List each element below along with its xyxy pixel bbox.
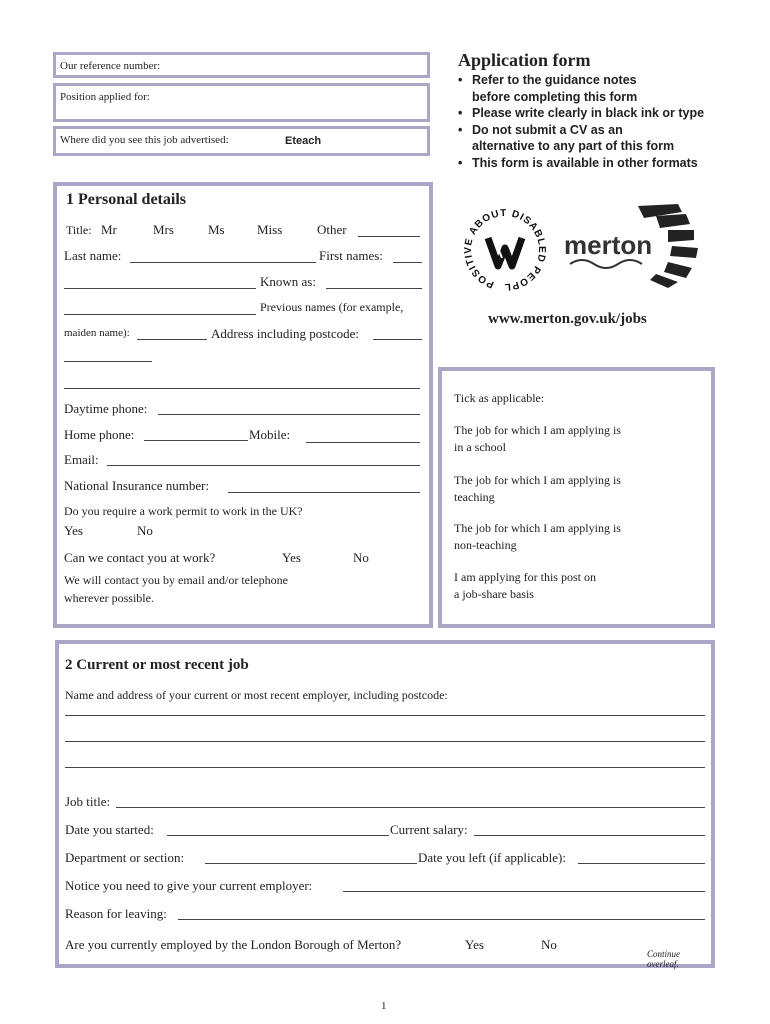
employer-field-2[interactable] bbox=[65, 741, 705, 742]
job-title-label: Job title: bbox=[65, 794, 111, 809]
current-salary-field[interactable] bbox=[474, 835, 705, 836]
bullet-item: • Do not submit a CV as an alternative to any part of this form bbox=[458, 122, 758, 155]
contact-note-line2: wherever possible. bbox=[64, 591, 154, 605]
known-as-field-cont[interactable] bbox=[64, 314, 256, 315]
position-applied-box[interactable] bbox=[53, 83, 430, 122]
page-number: 1 bbox=[381, 1000, 387, 1012]
address-label: Address including postcode: bbox=[211, 326, 360, 341]
disability-badge-icon bbox=[458, 208, 552, 292]
advertised-label: Where did you see this job advertised: bbox=[60, 134, 229, 146]
date-started-label: Date you started: bbox=[65, 822, 154, 837]
title-label: Title: bbox=[66, 223, 92, 237]
ni-number-label: National Insurance number: bbox=[64, 478, 210, 493]
personal-details-heading: 1 Personal details bbox=[66, 191, 186, 208]
tick-jobshare-line2: a job-share basis bbox=[454, 587, 534, 601]
employer-field-1[interactable] bbox=[65, 715, 705, 716]
merton-employed-question: Are you currently employed by the London Borough of Merton? bbox=[65, 937, 402, 952]
first-names-label: First names: bbox=[319, 248, 383, 263]
daytime-phone-label: Daytime phone: bbox=[64, 401, 148, 416]
previous-names-label: Previous names (for example, bbox=[260, 300, 404, 314]
advertised-value: Eteach bbox=[285, 135, 322, 147]
date-left-label: Date you left (if applicable): bbox=[418, 850, 566, 865]
bullet-item: • This form is available in other formats bbox=[458, 155, 758, 172]
tick-teaching-line1[interactable]: The job for which I am applying is bbox=[454, 473, 621, 487]
email-label: Email: bbox=[64, 452, 99, 467]
bullet-item: • Refer to the guidance notes before completing this form bbox=[458, 72, 758, 105]
tick-nonteaching-line2: non-teaching bbox=[454, 538, 517, 552]
title-option-mrs[interactable]: Mrs bbox=[153, 222, 174, 237]
work-permit-yes[interactable]: Yes bbox=[64, 523, 83, 538]
mobile-field[interactable] bbox=[306, 442, 420, 443]
application-form-title: Application form bbox=[458, 50, 591, 70]
guidance-bullets bbox=[458, 72, 758, 171]
svg-text:merton: merton bbox=[564, 230, 653, 260]
current-salary-label: Current salary: bbox=[390, 822, 468, 837]
current-job-section bbox=[55, 640, 715, 968]
contact-note-line1: We will contact you by email and/or telephone bbox=[64, 573, 288, 587]
title-option-mr[interactable]: Mr bbox=[101, 222, 117, 237]
job-title-field[interactable] bbox=[116, 807, 705, 808]
first-names-field-cont[interactable] bbox=[64, 288, 256, 289]
reason-leaving-label: Reason for leaving: bbox=[65, 906, 167, 921]
work-permit-question: Do you require a work permit to work in the UK? bbox=[64, 504, 303, 518]
continue-overleaf-note: Continue overleaf. bbox=[647, 949, 680, 969]
contact-work-question: Can we contact you at work? bbox=[64, 550, 216, 565]
notice-field[interactable] bbox=[343, 891, 705, 892]
tick-jobshare-line1[interactable]: I am applying for this post on bbox=[454, 570, 596, 584]
contact-work-no[interactable]: No bbox=[353, 550, 369, 565]
employer-field-3[interactable] bbox=[65, 767, 705, 768]
bullet-item: • Please write clearly in black ink or type bbox=[458, 105, 758, 122]
first-names-field[interactable] bbox=[393, 262, 422, 263]
svg-text:POSITIVE ABOUT DISABLED PEOPLE: POSITIVE ABOUT DISABLED PEOPL bbox=[463, 208, 548, 292]
address-field-1[interactable] bbox=[373, 339, 422, 340]
department-field[interactable] bbox=[205, 863, 417, 864]
title-option-ms[interactable]: Ms bbox=[208, 222, 225, 237]
other-title-field[interactable] bbox=[358, 236, 420, 237]
tick-intro: Tick as applicable: bbox=[454, 391, 545, 405]
reason-leaving-field[interactable] bbox=[178, 919, 705, 920]
email-field[interactable] bbox=[107, 465, 420, 466]
title-option-other[interactable]: Other bbox=[317, 222, 347, 237]
website-url[interactable]: www.merton.gov.uk/jobs bbox=[488, 311, 647, 327]
address-field-2[interactable] bbox=[64, 361, 152, 362]
tick-teaching-line2: teaching bbox=[454, 490, 495, 504]
notice-label: Notice you need to give your current employer: bbox=[65, 878, 313, 893]
mobile-label: Mobile: bbox=[249, 427, 291, 442]
position-applied-label: Position applied for: bbox=[60, 91, 150, 103]
date-left-field[interactable] bbox=[578, 863, 705, 864]
maiden-name-label: maiden name): bbox=[64, 327, 130, 339]
reference-number-label: Our reference number: bbox=[60, 60, 161, 72]
known-as-label: Known as: bbox=[260, 274, 316, 289]
date-started-field[interactable] bbox=[167, 835, 389, 836]
department-label: Department or section: bbox=[65, 850, 185, 865]
contact-work-yes[interactable]: Yes bbox=[282, 550, 301, 565]
daytime-phone-field[interactable] bbox=[158, 414, 420, 415]
tick-nonteaching-line1[interactable]: The job for which I am applying is bbox=[454, 521, 621, 535]
known-as-field[interactable] bbox=[326, 288, 422, 289]
work-permit-no[interactable]: No bbox=[137, 523, 153, 538]
last-name-field[interactable] bbox=[130, 262, 316, 263]
reference-number-box bbox=[53, 52, 430, 78]
last-name-label: Last name: bbox=[64, 248, 122, 263]
title-option-miss[interactable]: Miss bbox=[257, 222, 283, 237]
ni-number-field[interactable] bbox=[228, 492, 420, 493]
previous-names-field[interactable] bbox=[137, 339, 207, 340]
advertised-box[interactable] bbox=[53, 126, 430, 156]
merton-employed-yes[interactable]: Yes bbox=[465, 937, 484, 952]
employer-label: Name and address of your current or most recent employer, including postcode: bbox=[65, 688, 448, 702]
merton-employed-no[interactable]: No bbox=[541, 937, 557, 952]
home-phone-field[interactable] bbox=[144, 440, 248, 441]
tick-applicable-section bbox=[438, 367, 715, 628]
current-job-heading: 2 Current or most recent job bbox=[65, 657, 249, 673]
tick-school-line2: in a school bbox=[454, 440, 506, 454]
address-field-3[interactable] bbox=[64, 388, 420, 389]
tick-school-line1[interactable]: The job for which I am applying is bbox=[454, 423, 621, 437]
home-phone-label: Home phone: bbox=[64, 427, 135, 442]
merton-logo bbox=[560, 200, 710, 288]
personal-details-section bbox=[53, 182, 433, 628]
